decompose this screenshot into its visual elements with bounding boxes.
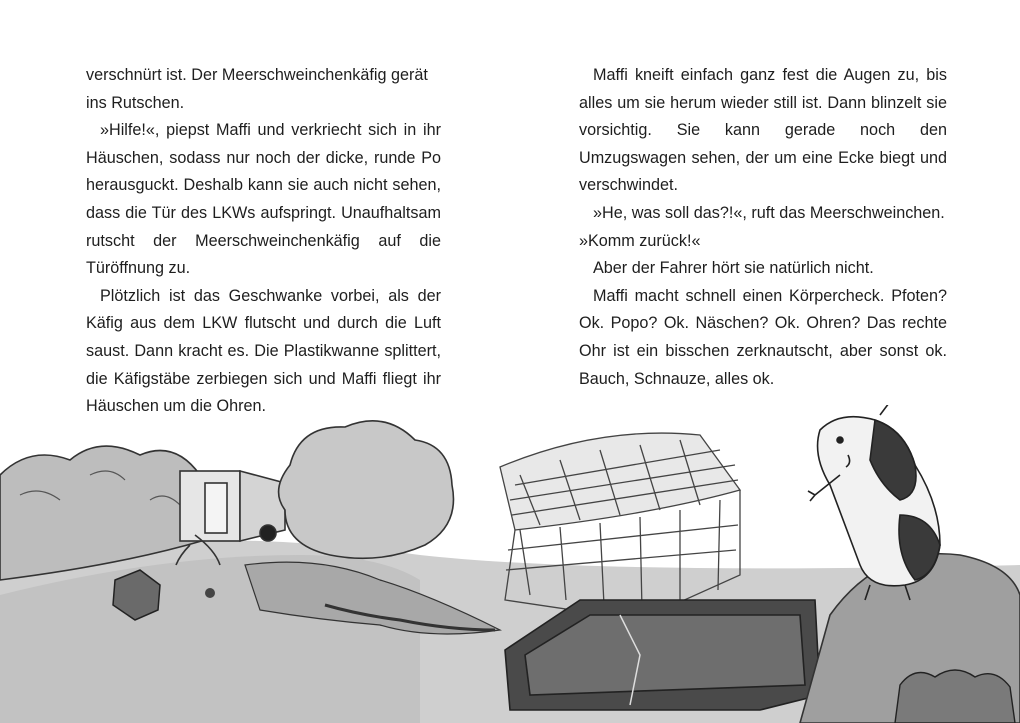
left-text-column (86, 62, 441, 421)
paragraph: »Hilfe!«, piepst Maffi und verkriecht sich in ihr Häuschen, sodass nur noch der dicke, runde Po herausguckt. Deshalb kann sie auch nicht sehen, dass die Tür des LKWs aufspringt. Unaufhaltsam rutscht der Meerschweinchenkäfig auf die Türöffnung zu. (86, 121, 441, 278)
paragraph: Aber der Fahrer hört sie natürlich nicht. (593, 259, 874, 278)
paragraph: Maffi kneift einfach ganz fest die Augen zu, bis alles um sie herum wieder still ist. Dann blinzelt sie vorsichtig. Sie kann gerade noch den Umzugswagen sehen, der um eine Ecke biegt und verschwindet. (579, 66, 947, 195)
illustration (0, 405, 1020, 723)
paragraph: »Komm zurück!« (579, 231, 701, 250)
paragraph: Plötzlich ist das Geschwanke vorbei, als der Käfig aus dem LKW flutscht und durch die Luft saust. Dann kracht es. Die Plastikwanne splittert, die Käfigstäbe zerbiegen sich und Maffi fliegt ihr Häuschen um die Ohren. (86, 286, 441, 416)
paragraph: Maffi macht schnell einen Körpercheck. Pfoten? Ok. Popo? Ok. Näschen? Ok. Ohren? Das rechte Ohr ist ein bisschen zerknautscht, aber sonst ok. Bauch, Schnauze, alles ok. (579, 286, 947, 388)
right-text-column (579, 62, 947, 393)
guinea-pig-scene-illustration (0, 405, 1020, 723)
paragraph: »He, was soll das?!«, ruft das Meerschweinchen. (593, 203, 945, 222)
paragraph: verschnürt ist. Der Meerschweinchenkäfig gerät ins Rutschen. (86, 66, 428, 112)
